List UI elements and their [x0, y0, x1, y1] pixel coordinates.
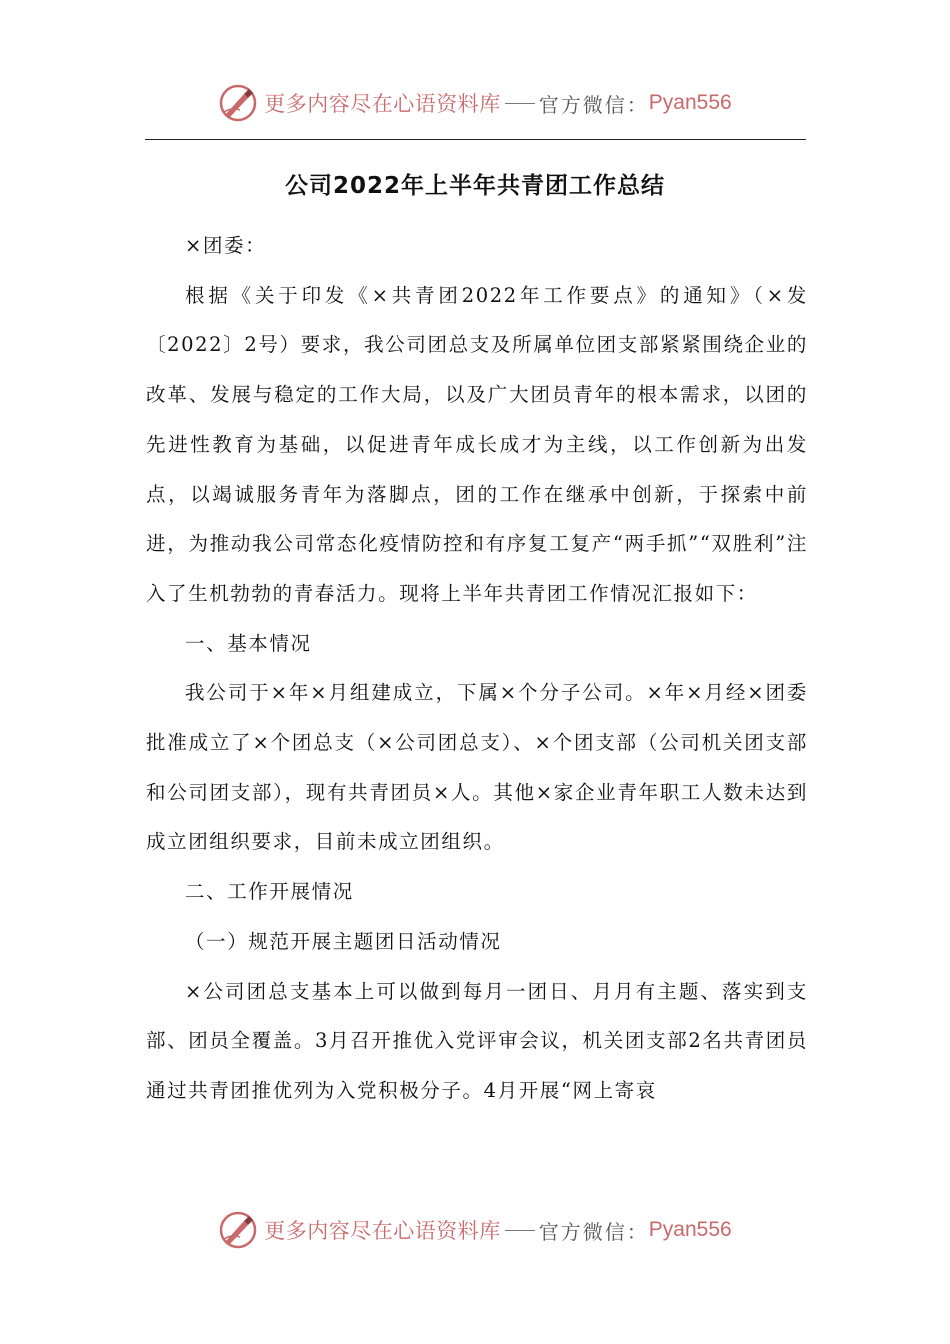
section-heading-basic: 一、基本情况 [185, 631, 312, 655]
document-title: 公司2022年上半年共青团工作总结 [284, 173, 665, 199]
watermark-handle: Pyan556 [648, 91, 732, 114]
document-body [146, 221, 808, 1116]
header-rule [145, 139, 806, 140]
theme-day-paragraph: ×公司团总支基本上可以做到每月一团日、月月有主题、落实到支部、团员全覆盖。3月召开推优入党评审会议，机关团支部2名共青团员通过共青团推优列为入党积极分子。4月开展“网上寄哀 [146, 979, 808, 1102]
section-heading-work: 二、工作开展情况 [185, 880, 354, 904]
subsection-heading-theme-day: （一）规范开展主题团日活动情况 [185, 929, 502, 953]
watermark-dash [505, 1230, 535, 1231]
watermark-brand-text: 更多内容尽在心语资料库 [264, 92, 501, 116]
pen-logo-icon [218, 83, 258, 123]
watermark-official-label: 官方微信： [538, 1219, 649, 1244]
footer-watermark [0, 1207, 950, 1253]
watermark-dash [505, 103, 535, 104]
intro-paragraph: 根据《关于印发《×共青团2022年工作要点》的通知》（×发〔2022〕2号）要求，我公司团总支及所属单位团支部紧紧围绕企业的改革、发展与稳定的工作大局，以及广大团员青年的根本需求，以团的先进性教育为基础，以促进青年成长成才为主线，以工作创新为出发点，以竭诚服务青年为落脚点，团的工作在继承中创新，于探索中前进，为推动我公司常态化疫情防控和有序复工复产“两手抓”“双胜利”注入了生机勃勃的青春活力。现将上半年共青团工作情况汇报如下： [146, 283, 808, 605]
watermark-brand-text: 更多内容尽在心语资料库 [264, 1219, 501, 1243]
salutation: ×团委： [185, 234, 267, 257]
watermark-official-label: 官方微信： [538, 92, 649, 117]
header-watermark [0, 80, 950, 126]
watermark-handle: Pyan556 [648, 1218, 732, 1241]
basic-situation-paragraph: 我公司于×年×月组建成立，下属×个分子公司。×年×月经×团委批准成立了×个团总支（×公司团总支）、×个团支部（公司机关团支部和公司团支部），现有共青团员×人。其他×家企业青年职工人数未达到成立团组织要求，目前未成立团组织。 [146, 681, 808, 854]
pen-logo-icon [218, 1210, 258, 1250]
